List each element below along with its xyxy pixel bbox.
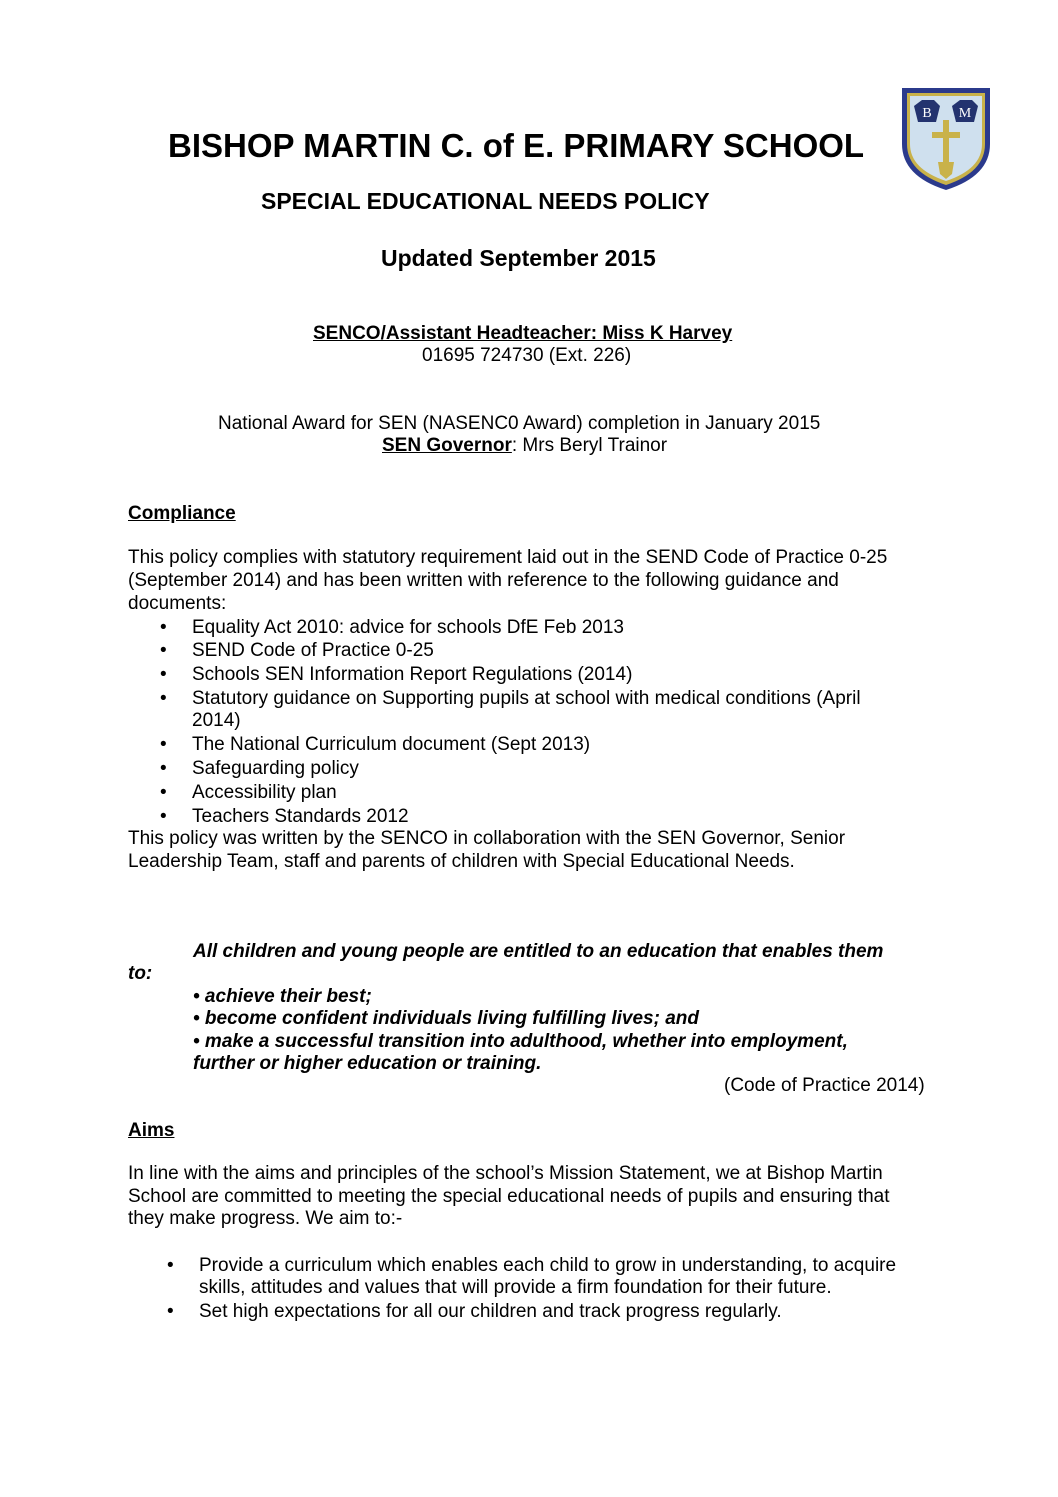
bullet-dot: • (160, 640, 167, 661)
bullet-dot: • (160, 734, 167, 755)
aims-heading: Aims (128, 1120, 175, 1141)
award-text: National Award for SEN (NASENC0 Award) completion in January 2015 (218, 413, 821, 434)
quote-item: • make a successful transition into adulthood, whether into employment, (193, 1031, 848, 1052)
quote-item: • become confident individuals living fulfilling lives; and (193, 1008, 699, 1029)
school-name: BISHOP MARTIN C. of E. PRIMARY SCHOOL (168, 127, 865, 164)
compliance-heading: Compliance (128, 503, 236, 524)
quote-line: to: (128, 963, 153, 984)
list-item: 2014) (192, 710, 241, 731)
svg-text:B: B (922, 106, 932, 121)
bullet-dot: • (160, 806, 167, 827)
list-item: Set high expectations for all our children and track progress regularly. (199, 1301, 782, 1322)
bullet-dot: • (160, 617, 167, 638)
aims-intro: In line with the aims and principles of the school’s Mission Statement, we at Bishop Martin (128, 1163, 883, 1184)
bullet-dot: • (167, 1255, 174, 1276)
list-item: SEND Code of Practice 0-25 (192, 640, 434, 661)
list-item: skills, attitudes and values that will provide a firm foundation for their future. (199, 1277, 832, 1298)
list-item: Accessibility plan (192, 782, 337, 803)
compliance-outro: Leadership Team, staff and parents of children with Special Educational Needs. (128, 851, 795, 872)
compliance-intro: documents: (128, 593, 227, 614)
quote-line: All children and young people are entitled to an education that enables them (193, 941, 884, 962)
senco-contact: SENCO/Assistant Headteacher: Miss K Harvey (313, 323, 733, 344)
bullet-dot: • (160, 688, 167, 709)
updated-date: Updated September 2015 (381, 245, 656, 271)
bullet-dot: • (167, 1301, 174, 1322)
compliance-intro: This policy complies with statutory requirement laid out in the SEND Code of Practice 0-25 (128, 547, 888, 568)
list-item: Safeguarding policy (192, 758, 359, 779)
school-crest-logo (898, 84, 994, 194)
compliance-outro: This policy was written by the SENCO in collaboration with the SEN Governor, Senior (128, 828, 846, 849)
policy-title: SPECIAL EDUCATIONAL NEEDS POLICY (261, 188, 710, 214)
quote-source: (Code of Practice 2014) (724, 1075, 925, 1096)
list-item: Teachers Standards 2012 (192, 806, 409, 827)
quote-item: • achieve their best; (193, 986, 372, 1007)
aims-intro: School are committed to meeting the special educational needs of pupils and ensuring that (128, 1186, 890, 1207)
phone-number: 01695 724730 (Ext. 226) (422, 345, 632, 366)
quote-item: further or higher education or training. (193, 1053, 542, 1074)
list-item: Statutory guidance on Supporting pupils at school with medical conditions (April (192, 688, 861, 709)
list-item: Equality Act 2010: advice for schools DfE Feb 2013 (192, 617, 624, 638)
list-item: Provide a curriculum which enables each child to grow in understanding, to acquire (199, 1255, 897, 1276)
governor-label: SEN Governor (382, 435, 512, 456)
bullet-dot: • (160, 782, 167, 803)
sen-governor (382, 434, 667, 457)
governor-value: : Mrs Beryl Trainor (511, 435, 668, 456)
bullet-dot: • (160, 664, 167, 685)
bullet-dot: • (160, 758, 167, 779)
aims-intro: they make progress. We aim to:- (128, 1208, 403, 1229)
list-item: Schools SEN Information Report Regulations (2014) (192, 664, 633, 685)
svg-text:M: M (958, 106, 972, 121)
compliance-intro: (September 2014) and has been written with reference to the following guidance and (128, 570, 839, 591)
list-item: The National Curriculum document (Sept 2013) (192, 734, 591, 755)
